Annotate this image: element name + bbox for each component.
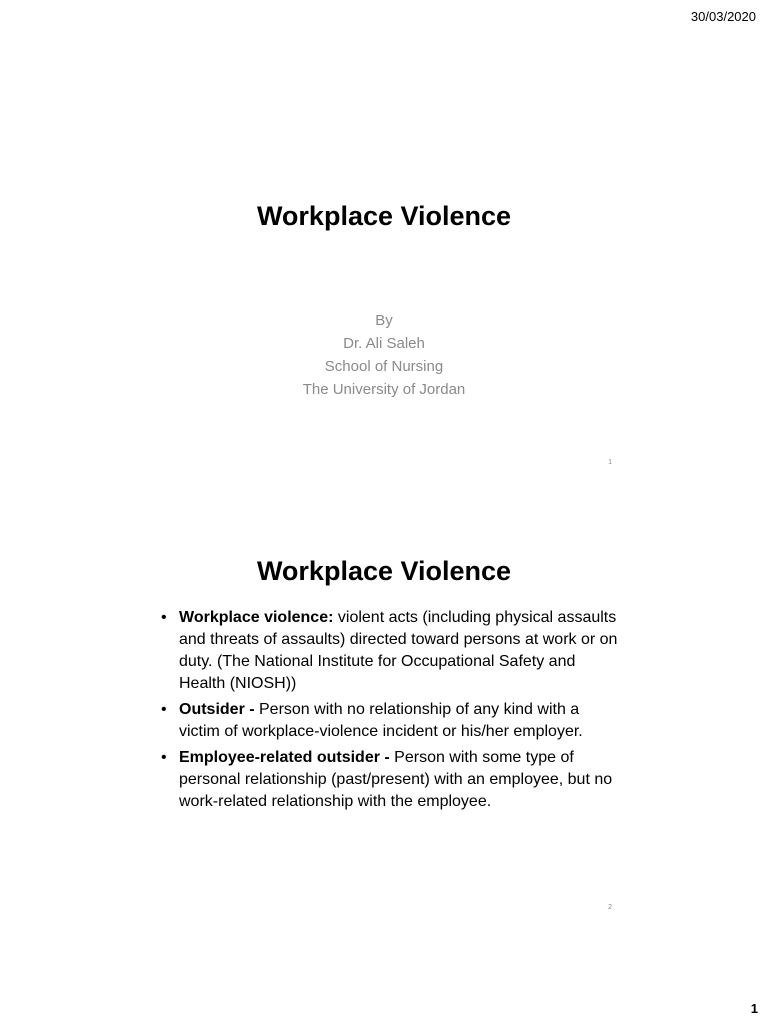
slide-2-title: Workplace Violence bbox=[256, 556, 512, 586]
bullet-item bbox=[161, 747, 620, 813]
slide-2-number: 2 bbox=[608, 904, 612, 911]
bullet-term: Employee-related outsider - bbox=[179, 749, 390, 767]
bullet-text: violent acts (including physical assaults and threats of assaults) directed toward persons at work or on duty. (The National Institute for Occupational Safety and Health (NIOSH)) bbox=[179, 609, 618, 693]
bullet-icon: • bbox=[161, 749, 167, 767]
slide-1-subtitle bbox=[148, 309, 620, 401]
bullet-term: Outsider - bbox=[179, 701, 255, 719]
bullet-text: Person with no relationship of any kind with a victim of workplace-violence incident or his/her employer. bbox=[179, 701, 583, 741]
page-number: 1 bbox=[750, 1001, 758, 1016]
subtitle-university: The University of Jordan bbox=[302, 381, 466, 399]
bullet-text: Person with some type of personal relationship (past/present) with an employee, but no work-related relationship with the employee. bbox=[179, 749, 613, 811]
subtitle-by: By bbox=[375, 312, 393, 330]
bullet-icon: • bbox=[161, 609, 167, 627]
slide-2 bbox=[148, 555, 620, 917]
slide-1 bbox=[148, 200, 620, 480]
subtitle-school: School of Nursing bbox=[324, 358, 444, 376]
bullet-term: Workplace violence: bbox=[179, 609, 334, 627]
bullet-item bbox=[161, 699, 620, 743]
subtitle-author: Dr. Ali Saleh bbox=[343, 335, 425, 353]
slide-1-number: 1 bbox=[608, 459, 612, 466]
page-date: 30/03/2020 bbox=[690, 9, 756, 24]
slide-1-title: Workplace Violence bbox=[256, 201, 512, 231]
bullet-list bbox=[148, 607, 620, 813]
bullet-icon: • bbox=[161, 701, 167, 719]
bullet-item bbox=[161, 607, 620, 695]
